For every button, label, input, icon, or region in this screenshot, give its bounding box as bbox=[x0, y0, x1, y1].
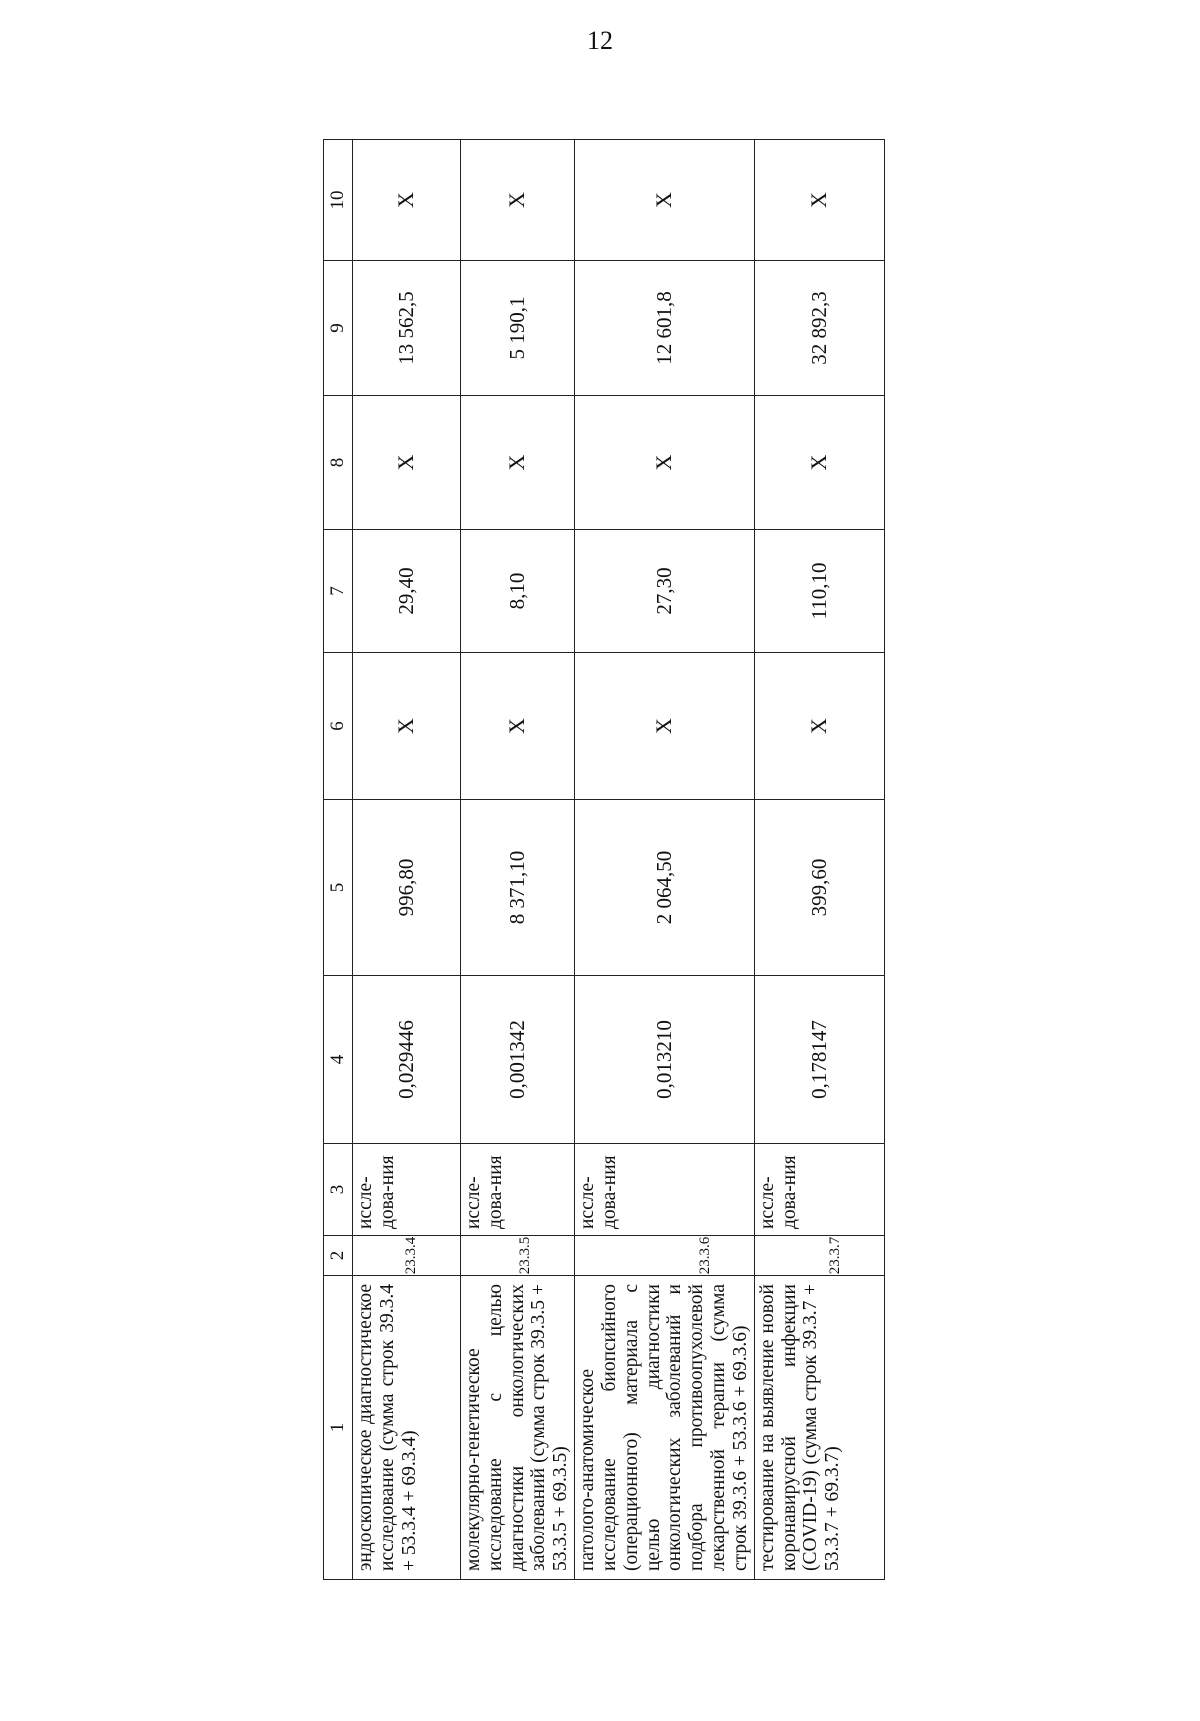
row-unit: иссле-дова-ния bbox=[353, 1144, 461, 1236]
row-value: 0,001342 bbox=[461, 976, 575, 1144]
row-value: Х bbox=[461, 653, 575, 800]
table-row bbox=[754, 140, 884, 1580]
row-value: 0,178147 bbox=[754, 976, 884, 1144]
row-value: 996,80 bbox=[353, 800, 461, 976]
row-value: Х bbox=[754, 396, 884, 530]
row-value: 12 601,8 bbox=[575, 261, 755, 396]
row-value: 29,40 bbox=[353, 530, 461, 653]
row-value: 399,60 bbox=[754, 800, 884, 976]
header-cell: 7 bbox=[324, 530, 353, 653]
table-row bbox=[575, 140, 755, 1580]
header-cell: 4 bbox=[324, 976, 353, 1144]
row-value: Х bbox=[461, 396, 575, 530]
header-row bbox=[324, 140, 353, 1580]
row-value: Х bbox=[575, 140, 755, 261]
table-row bbox=[461, 140, 575, 1580]
row-value: 27,30 bbox=[575, 530, 755, 653]
row-unit: иссле-дова-ния bbox=[461, 1144, 575, 1236]
header-cell: 5 bbox=[324, 800, 353, 976]
table-row bbox=[353, 140, 461, 1580]
row-value: Х bbox=[353, 140, 461, 261]
row-description: тестирование на выявление новой коронавирусной инфекции (COVID-19) (сумма строк 39.3.7 + 53.3.7 + 69.3.7) bbox=[754, 1276, 884, 1580]
row-description: патолого-анатомическое исследование биопсийного (операционного) материала с целью диагностики онкологических заболеваний и подбора противоопухолевой лекарственной терапии (сумма строк 39.3.6 + 53.3.6 + 69.3.6) bbox=[575, 1276, 755, 1580]
row-description: эндоскопическое диагностическое исследование (сумма строк 39.3.4 + 53.3.4 + 69.3.4) bbox=[353, 1276, 461, 1580]
row-value: 8 371,10 bbox=[461, 800, 575, 976]
header-cell: 1 bbox=[324, 1276, 353, 1580]
row-value: 5 190,1 bbox=[461, 261, 575, 396]
row-value: Х bbox=[754, 140, 884, 261]
row-value: Х bbox=[754, 653, 884, 800]
header-cell: 10 bbox=[324, 140, 353, 261]
header-cell: 2 bbox=[324, 1236, 353, 1276]
data-table bbox=[323, 139, 885, 1580]
row-unit: иссле-дова-ния bbox=[754, 1144, 884, 1236]
row-value: Х bbox=[575, 653, 755, 800]
row-value: 0,013210 bbox=[575, 976, 755, 1144]
row-code: 23.3.6 bbox=[575, 1236, 755, 1276]
header-cell: 6 bbox=[324, 653, 353, 800]
row-value: Х bbox=[353, 396, 461, 530]
row-value: 13 562,5 bbox=[353, 261, 461, 396]
rotated-table-container bbox=[323, 140, 883, 1580]
row-code: 23.3.4 bbox=[353, 1236, 461, 1276]
header-cell: 9 bbox=[324, 261, 353, 396]
row-value: 32 892,3 bbox=[754, 261, 884, 396]
row-code: 23.3.7 bbox=[754, 1236, 884, 1276]
row-description: молекулярно-генетическое исследование с целью диагностики онкологических заболеваний (сумма строк 39.3.5 + 53.3.5 + 69.3.5) bbox=[461, 1276, 575, 1580]
row-value: Х bbox=[461, 140, 575, 261]
row-unit: иссле-дова-ния bbox=[575, 1144, 755, 1236]
page-number: 12 bbox=[587, 26, 613, 55]
row-value: 110,10 bbox=[754, 530, 884, 653]
row-value: 0,029446 bbox=[353, 976, 461, 1144]
row-value: Х bbox=[575, 396, 755, 530]
row-value: 2 064,50 bbox=[575, 800, 755, 976]
row-value: Х bbox=[353, 653, 461, 800]
header-cell: 8 bbox=[324, 396, 353, 530]
row-code: 23.3.5 bbox=[461, 1236, 575, 1276]
row-value: 8,10 bbox=[461, 530, 575, 653]
header-cell: 3 bbox=[324, 1144, 353, 1236]
